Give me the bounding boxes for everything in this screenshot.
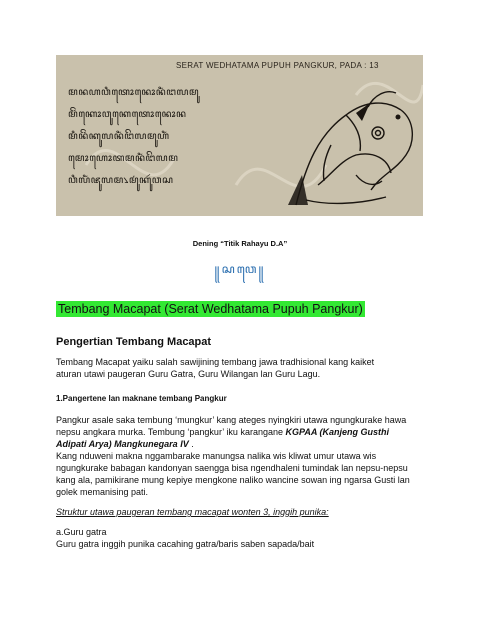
paragraph-text: nepsu angkara murka. Tembung ‘pangkur’ iku karangane xyxy=(56,427,286,437)
header-banner-image xyxy=(56,55,423,216)
paragraph-line: Tembang Macapat yaiku salah sawijining tembang jawa tradhisional kang kaiket xyxy=(56,357,375,367)
paragraph-line: aturan utawi paugeran Guru Gatra, Guru Wilangan lan Guru Lagu. xyxy=(56,369,321,379)
subsection-heading: 1.Pangertene lan maknane tembang Pangkur xyxy=(56,394,227,403)
paragraph-line: golek memanising pati. xyxy=(56,487,149,497)
paragraph-text: . xyxy=(188,439,194,449)
paragraph-line xyxy=(56,426,426,438)
list-item: a.Guru gatra xyxy=(56,527,107,537)
author-line: Dening “Titik Rahayu D.A” xyxy=(192,239,288,248)
javanese-script-line: ꦮꦶꦭꦶꦁꦗꦸꦭꦩ꧈ꦩꦸꦁꦏꦸꦂꦮꦱ xyxy=(68,175,174,186)
javanese-script-line: ꦩꦤꦲꦮꦶꦠꦺꦴꦤꦺꦴꦤꦶꦁꦔꦭꦩꦸ xyxy=(68,87,200,98)
paragraph-line: kang ala, pamikirane mung kepiye mengkone naliko wancine sowan ing ngarsa Gusti lan xyxy=(56,475,410,485)
javanese-script-line: ꦩꦶꦤꦼꦁꦏꦸꦭꦤꦶꦁꦔꦼꦭꦩꦸꦲꦶꦁ xyxy=(68,131,170,142)
section-heading: Pengertian Tembang Macapat xyxy=(56,336,212,348)
paragraph-line: Pangkur asale saka tembung ‘mungkur’ kang ateges nyingkiri utawa ngungkurake hawa xyxy=(56,415,407,425)
javanese-script-line: ꦩꦼꦁꦏꦺꦴꦮꦸꦏꦺꦠꦺꦴꦤꦺꦴꦤ xyxy=(68,109,187,120)
page-title: Tembang Macapat (Serat Wedhatama Pupuh Pangkur) xyxy=(58,302,363,316)
paragraph-line: ngungkurake babagan kandonyan saengga bisa ngendhaleni tumindak lan nepsu-nepsu xyxy=(56,463,408,473)
structure-intro: Struktur utawa paugeran tembang macapat wonten 3, inggih punika: xyxy=(56,507,329,517)
list-item-desc: Guru gatra inggih punika cacahing gatra/baris saben sapada/bait xyxy=(56,539,315,549)
ornament-icon: ꧋ꦱꦮꦺ꧋ xyxy=(214,262,266,276)
banner-title: SERAT WEDHATAMA PUPUH PANGKUR, PADA : 13 xyxy=(176,61,379,70)
emphasis-text: Adipati Arya) Mangkunegara IV xyxy=(56,439,189,449)
javanese-script-line: ꦩꦺꦴꦲꦺꦴꦠꦩꦤꦶꦁꦔꦼꦭꦩ xyxy=(68,153,179,164)
emphasis-text: KGPAA (Kanjeng Gusthi xyxy=(285,427,389,437)
paragraph-line xyxy=(56,438,426,450)
paragraph-line: Kang nduweni makna nggambarake manungsa nalika wis kliwat umur utawa wis xyxy=(56,451,377,461)
